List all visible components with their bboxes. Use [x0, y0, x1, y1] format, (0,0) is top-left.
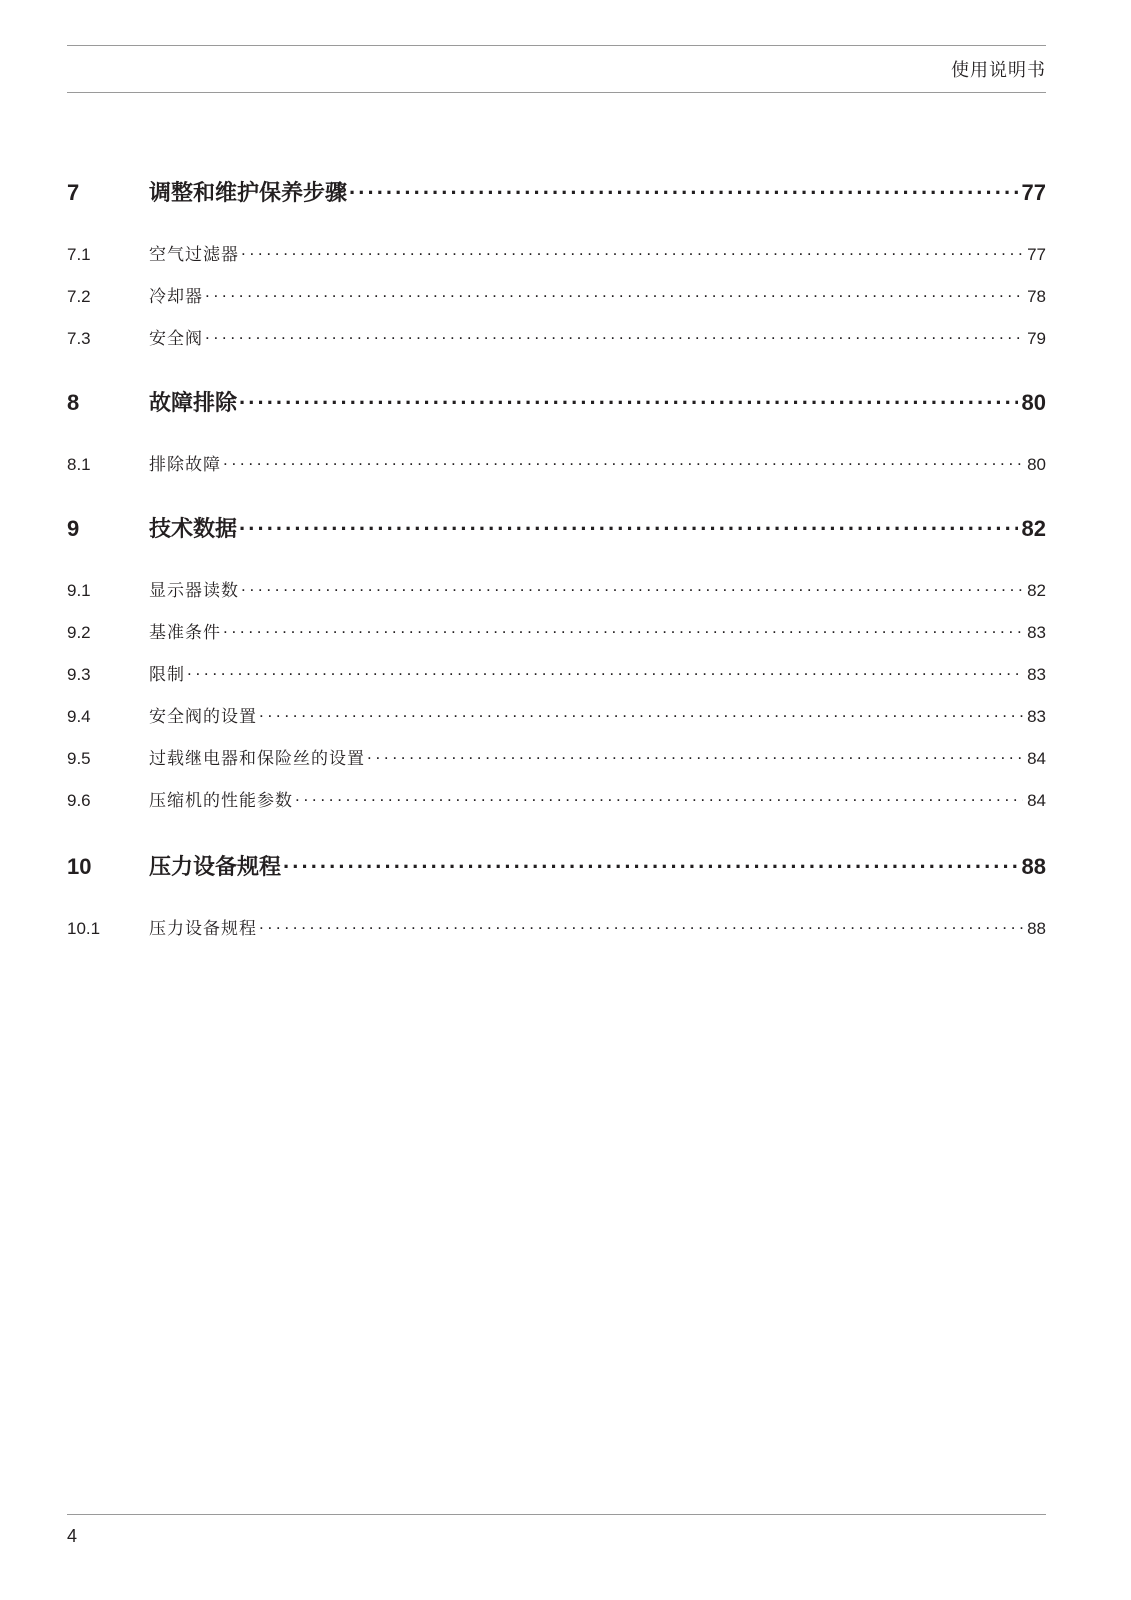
toc-page-number: 88	[1027, 919, 1046, 938]
toc-section-number: 9.2	[67, 623, 91, 642]
toc-chapter-title: 压力设备规程	[149, 854, 282, 879]
toc-section-title: 安全阀的设置	[149, 707, 257, 726]
toc-section-10-1[interactable]	[67, 914, 1046, 939]
toc-page-number: 82	[1021, 516, 1046, 541]
toc-page-number: 77	[1021, 180, 1046, 205]
toc-page-number: 78	[1027, 287, 1046, 306]
toc-section-number: 9.1	[67, 581, 91, 600]
toc-page-number: 82	[1027, 581, 1046, 600]
toc-dot-leader	[223, 621, 1023, 638]
header-top-rule	[67, 45, 1046, 46]
toc-section-number: 9.4	[67, 707, 91, 726]
toc-chapter-number: 10	[67, 854, 92, 879]
toc-section-number: 9.3	[67, 665, 91, 684]
toc-dot-leader	[239, 514, 1018, 536]
toc-dot-leader	[223, 453, 1023, 470]
toc-page-number: 83	[1027, 665, 1046, 684]
toc-section-title: 基准条件	[149, 623, 221, 642]
toc-chapter-9[interactable]	[67, 512, 1046, 543]
toc-section-9-5[interactable]	[67, 744, 1046, 769]
toc-chapter-title: 调整和维护保养步骤	[149, 180, 348, 205]
header-bottom-rule	[67, 92, 1046, 93]
toc-chapter-7[interactable]	[67, 176, 1046, 207]
toc-section-number: 7.3	[67, 329, 91, 348]
toc-section-title: 冷却器	[149, 287, 203, 306]
toc-section-number: 9.6	[67, 791, 91, 810]
toc-chapter-number: 9	[67, 516, 80, 541]
toc-dot-leader	[241, 579, 1023, 596]
toc-section-number: 7.1	[67, 245, 91, 264]
toc-page-number: 84	[1027, 749, 1046, 768]
toc-page-number: 77	[1027, 245, 1046, 264]
toc-page-number: 80	[1027, 455, 1046, 474]
toc-section-number: 8.1	[67, 455, 91, 474]
toc-page-number: 83	[1027, 707, 1046, 726]
toc-section-8-1[interactable]	[67, 450, 1046, 475]
toc-dot-leader	[259, 917, 1023, 934]
toc-section-9-2[interactable]	[67, 618, 1046, 643]
toc-section-9-6[interactable]	[67, 786, 1046, 811]
toc-dot-leader	[259, 705, 1023, 722]
toc-section-9-4[interactable]	[67, 702, 1046, 727]
document-title: 使用说明书	[951, 60, 1046, 80]
toc-page-number: 83	[1027, 623, 1046, 642]
toc-section-title: 排除故障	[149, 455, 221, 474]
toc-section-title: 空气过滤器	[149, 245, 239, 264]
toc-chapter-title: 技术数据	[149, 516, 238, 541]
toc-chapter-number: 8	[67, 390, 80, 415]
toc-dot-leader	[205, 327, 1023, 344]
toc-section-7-3[interactable]	[67, 324, 1046, 349]
toc-section-title: 压力设备规程	[149, 919, 257, 938]
toc-section-title: 限制	[149, 665, 185, 684]
toc-dot-leader	[187, 663, 1023, 680]
toc-chapter-10[interactable]	[67, 850, 1046, 881]
toc-section-9-1[interactable]	[67, 576, 1046, 601]
footer-rule	[67, 1514, 1046, 1515]
toc-section-title: 过载继电器和保险丝的设置	[149, 749, 365, 768]
toc-page-number: 80	[1021, 390, 1046, 415]
toc-page-number: 88	[1021, 854, 1046, 879]
toc-dot-leader	[349, 178, 1018, 200]
toc-section-number: 9.5	[67, 749, 91, 768]
toc-section-7-2[interactable]	[67, 282, 1046, 307]
toc-chapter-title: 故障排除	[149, 390, 238, 415]
toc-page-number: 84	[1027, 791, 1046, 810]
toc-dot-leader	[295, 789, 1023, 806]
toc-dot-leader	[205, 285, 1023, 302]
toc-section-title: 压缩机的性能参数	[149, 791, 293, 810]
toc-section-number: 10.1	[67, 919, 101, 938]
toc-chapter-8[interactable]	[67, 386, 1046, 417]
toc-section-9-3[interactable]	[67, 660, 1046, 685]
toc-chapter-number: 7	[67, 180, 80, 205]
toc-section-title: 安全阀	[149, 329, 203, 348]
toc-section-title: 显示器读数	[149, 581, 239, 600]
toc-dot-leader	[241, 243, 1023, 260]
toc-section-7-1[interactable]	[67, 240, 1046, 265]
toc-section-number: 7.2	[67, 287, 91, 306]
footer-page-number: 4	[67, 1526, 78, 1546]
toc-dot-leader	[367, 747, 1023, 764]
toc-dot-leader	[283, 852, 1018, 874]
toc-dot-leader	[239, 388, 1018, 410]
toc-page-number: 79	[1027, 329, 1046, 348]
